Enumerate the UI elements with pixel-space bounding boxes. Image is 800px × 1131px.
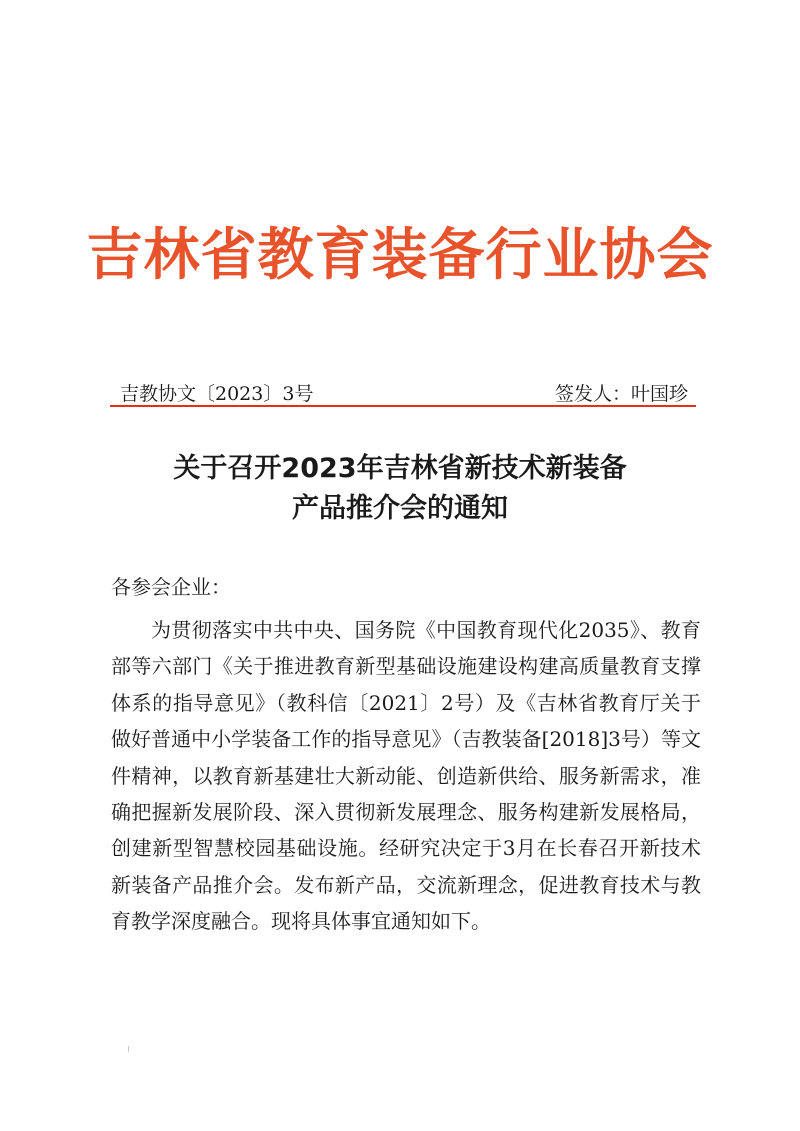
scan-speck (128, 1046, 129, 1052)
document-number: 吉教协文〔2023〕3号 (120, 383, 314, 405)
body-paragraph: 为贯彻落实中共中央、国务院《中国教育现代化2035》、教育部等六部门《关于推进教育新型基础设施建设构建高质量教育支撑体系的指导意见》（教科信〔2021〕2号）及《吉林省教育厅关于做好普通中小学装备工作的指导意见》（吉教装备[2018]3号）等文件精神，以教育新基建壮大新动能、创造新供给、服务新需求，准确把握新发展阶段、深入贯彻新发展理念、服务构建新发展格局，创建新型智慧校园基础设施。经研究决定于3月在长春召开新技术新装备产品推介会。发布新产品，交流新理念，促进教育技术与教育教学深度融合。现将具体事宜通知如下。 (111, 618, 701, 934)
salutation: 各参会企业： (111, 575, 231, 599)
notice-title-line-2: 产品推介会的通知 (292, 493, 508, 524)
issuer: 签发人：叶国珍 (554, 383, 688, 405)
organization-header: 吉林省教育装备行业协会 (86, 223, 714, 288)
document-meta (112, 381, 694, 407)
red-divider-line (110, 405, 696, 407)
notice-title-line-1: 关于召开2023年吉林省新技术新装备 (173, 453, 627, 484)
